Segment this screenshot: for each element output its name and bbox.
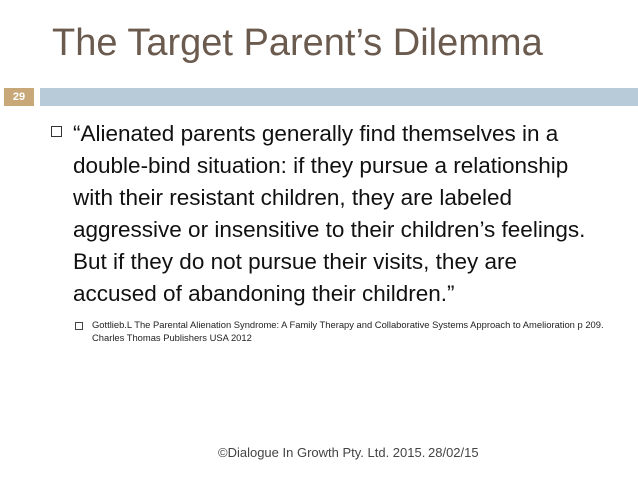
header-band: [0, 88, 638, 106]
bullet-list: [47, 118, 607, 344]
footer-date: 28/02/15: [428, 445, 479, 460]
slide-number: 29: [4, 88, 34, 106]
square-bullet-icon: [51, 126, 62, 137]
citation-text: Gottlieb.L The Parental Alienation Syndrome: A Family Therapy and Collaborative Systems Approach to Amelioration p 209. Charles Thomas Publishers USA 2012: [92, 319, 604, 343]
footer-copyright: ©Dialogue In Growth Pty. Ltd. 2015.: [218, 445, 426, 460]
square-bullet-icon: [75, 322, 83, 330]
accent-bar: [40, 88, 638, 106]
sub-bullet-item: [47, 318, 607, 344]
slide-title: The Target Parent’s Dilemma: [52, 22, 543, 64]
quote-text: “Alienated parents generally find themselves in a double-bind situation: if they pursue a relationship with their resistant children, they are labeled aggressive or insensitive to their children’s feelings. But if they do not pursue their visits, they are accused of abandoning their children.”: [73, 121, 586, 306]
bullet-item: [47, 118, 607, 310]
